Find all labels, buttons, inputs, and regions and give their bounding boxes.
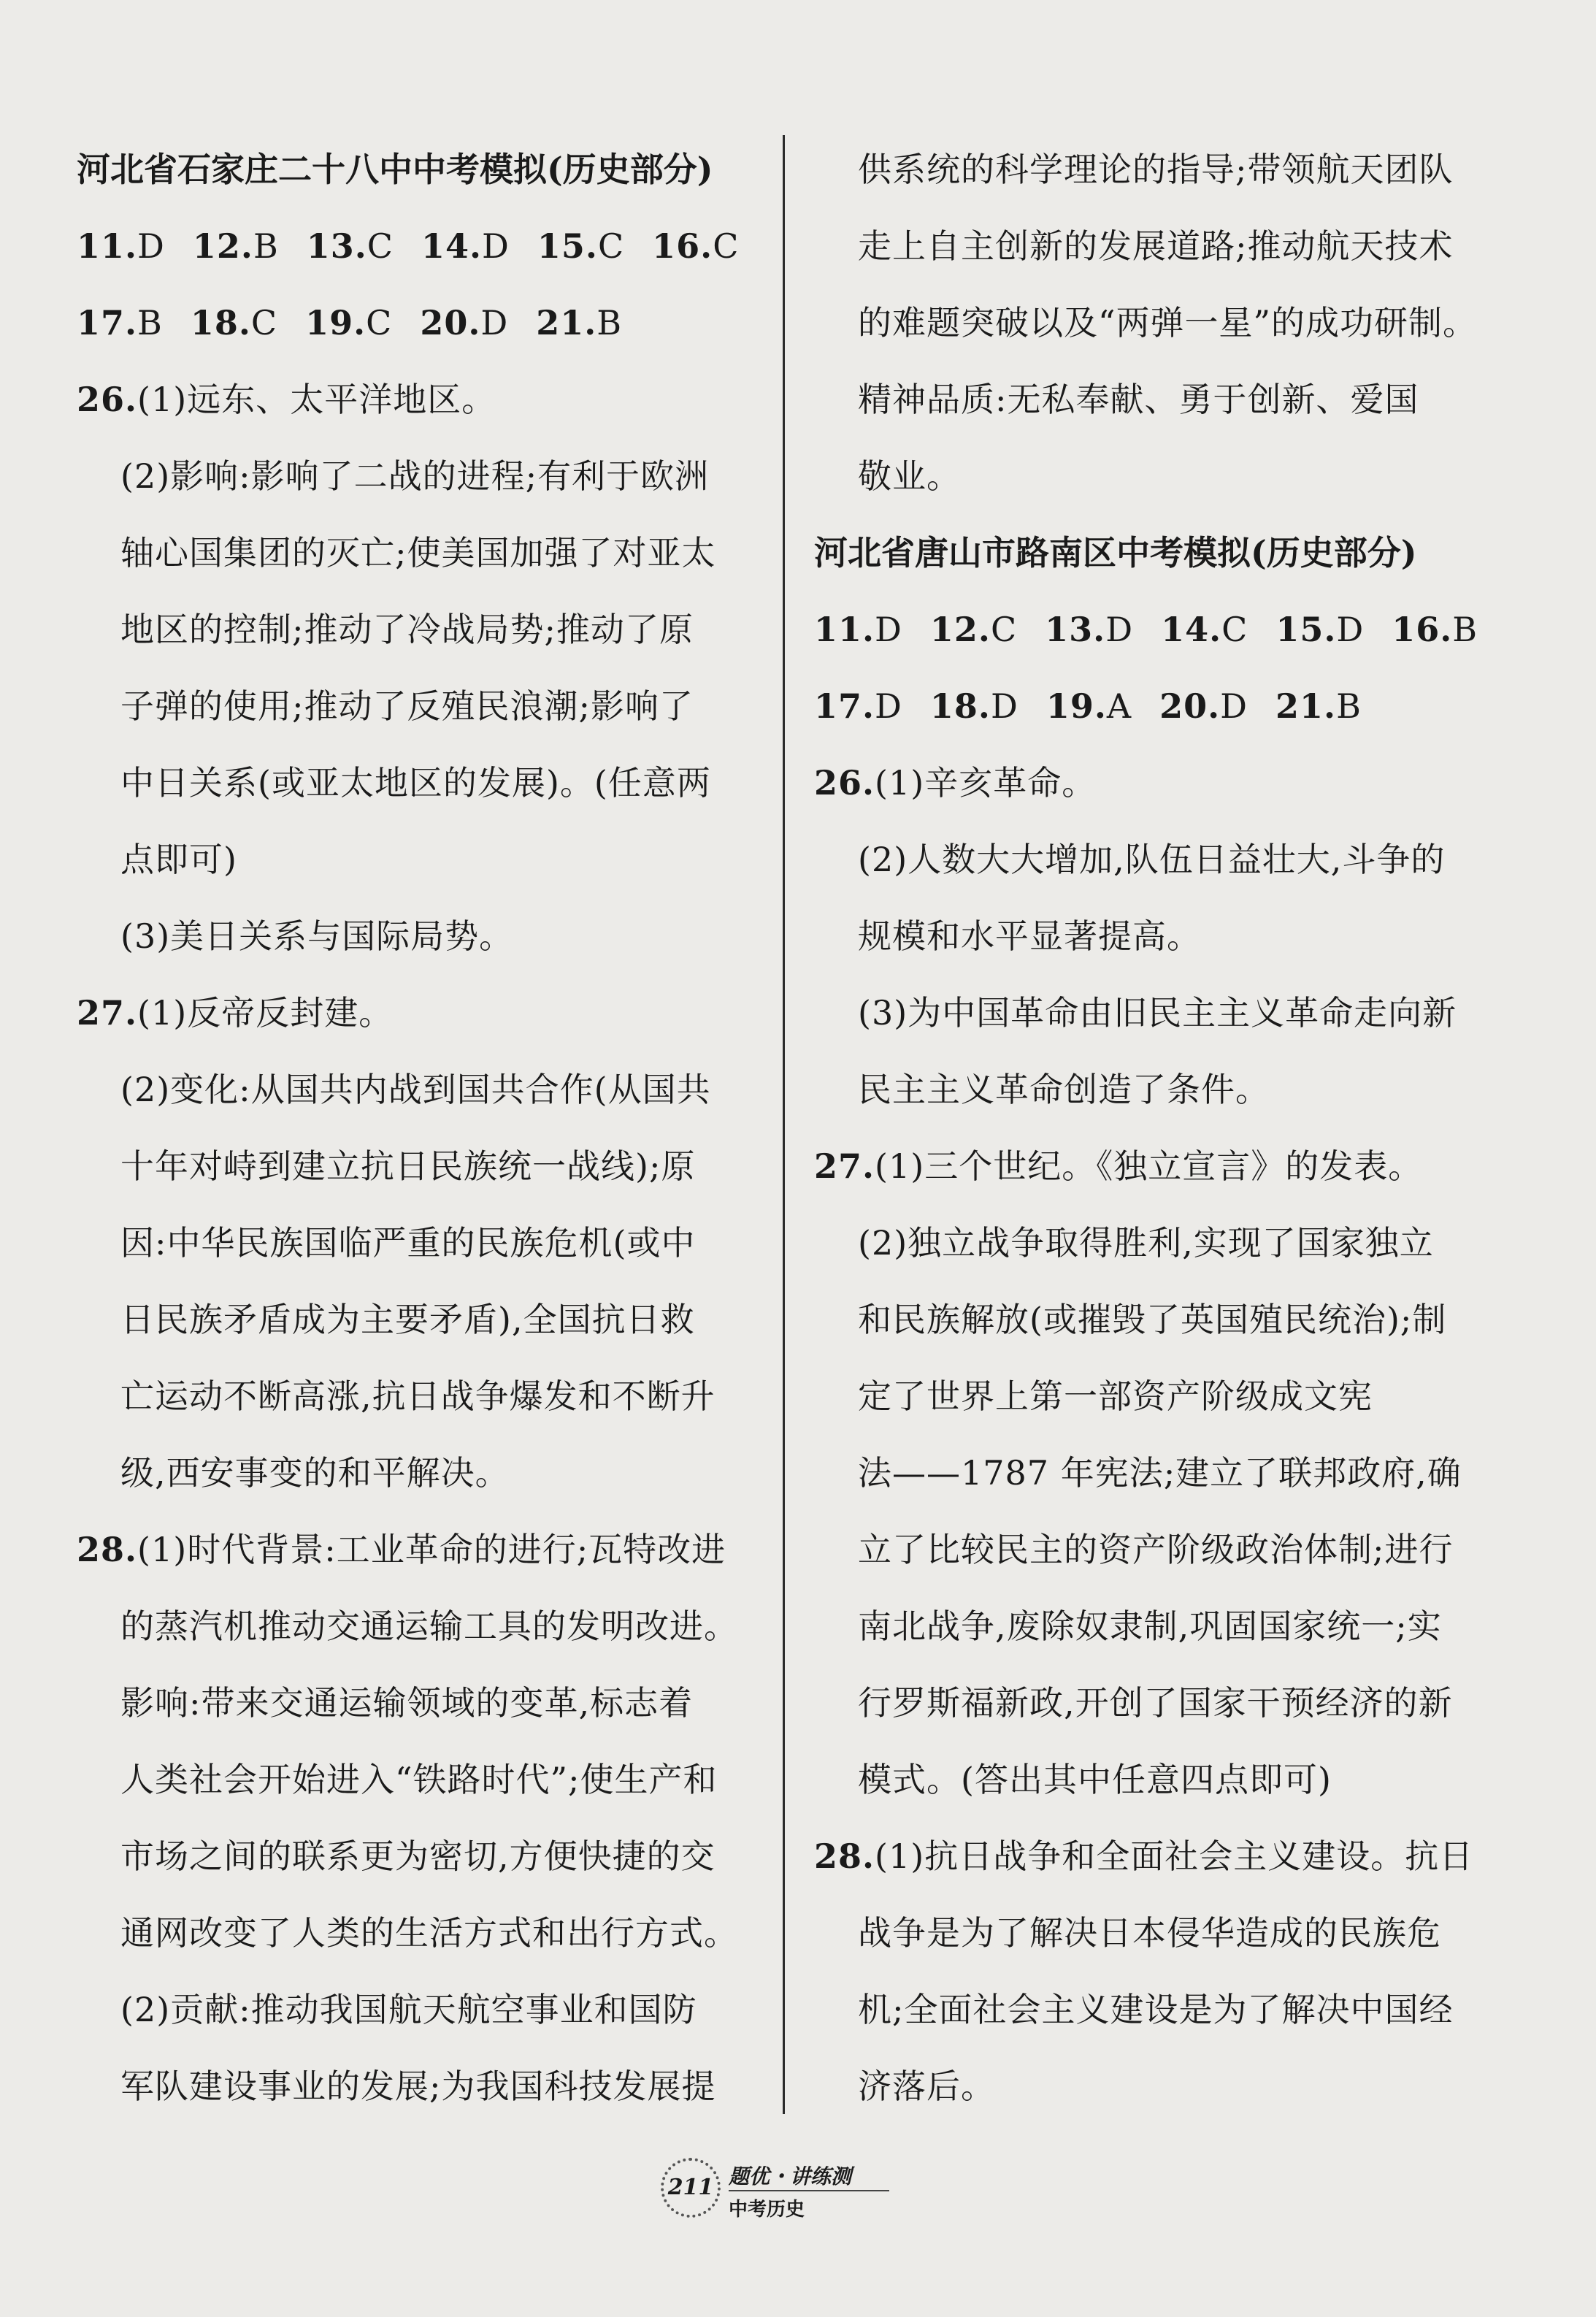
line-text: (2)贡献:推动我国航天航空事业和国防	[120, 1990, 697, 2029]
line-text: 精神品质:无私奉献、勇于创新、爱国	[858, 380, 1419, 419]
question-line	[77, 975, 756, 1052]
line-text: 级,西安事变的和平解决。	[120, 1453, 510, 1493]
line-text: 战争是为了解决日本侵华造成的民族危	[858, 1913, 1441, 1953]
answer-row	[814, 668, 1493, 745]
line-text: 通网改变了人类的生活方式和出行方式。	[120, 1913, 738, 1953]
answer-item	[77, 208, 165, 285]
question-number: 21.	[536, 303, 597, 342]
question-line	[814, 1818, 1493, 1895]
text-line	[77, 1435, 756, 1512]
text-line	[77, 1665, 756, 1742]
page-number: 211	[661, 2158, 721, 2218]
answer-item	[193, 208, 279, 285]
answer-letter: D	[137, 226, 165, 266]
line-text: 模式。(答出其中任意四点即可)	[858, 1760, 1332, 1799]
text-line	[77, 1282, 756, 1358]
answer-letter: D	[480, 303, 509, 342]
answer-item	[814, 668, 902, 745]
answer-item	[1275, 668, 1362, 745]
answer-letter: C	[1221, 610, 1248, 649]
answer-letter: B	[1336, 686, 1362, 726]
text-line	[77, 1972, 756, 2048]
text-line	[814, 1512, 1493, 1588]
line-text: (1)时代背景:工业革命的进行;瓦特改进	[137, 1530, 726, 1569]
line-text: 走上自主创新的发展道路;推动航天技术	[858, 226, 1454, 266]
text-line	[77, 1588, 756, 1665]
line-text: 行罗斯福新政,开创了国家干预经济的新	[858, 1683, 1453, 1723]
line-text: 中日关系(或亚太地区的发展)。(任意两	[120, 763, 711, 803]
text-line	[77, 745, 756, 822]
text-line	[814, 1358, 1493, 1435]
answer-letter: C	[250, 303, 278, 342]
line-text: 机;全面社会主义建设是为了解决中国经	[858, 1990, 1454, 2029]
text-line	[77, 1205, 756, 1282]
answer-item	[1275, 591, 1364, 668]
text-line	[814, 438, 1493, 515]
answer-letter: B	[253, 226, 279, 266]
answer-item	[1046, 668, 1132, 745]
line-text: 供系统的科学理论的指导;带领航天团队	[858, 150, 1454, 189]
answer-letter: D	[1220, 686, 1248, 726]
text-line	[77, 515, 756, 591]
question-number: 15.	[1275, 610, 1337, 649]
answer-item	[307, 208, 394, 285]
line-text: (2)人数大大增加,队伍日益壮大,斗争的	[858, 840, 1446, 879]
page-footer	[0, 2151, 1596, 2238]
answer-item	[1392, 591, 1478, 668]
line-text: (1)远东、太平洋地区。	[137, 380, 496, 419]
text-line	[77, 1742, 756, 1818]
question-number: 11.	[77, 226, 138, 266]
text-line	[814, 131, 1493, 208]
answer-row	[814, 591, 1493, 668]
question-number: 13.	[306, 226, 367, 266]
text-line	[77, 822, 756, 898]
answer-item	[1045, 591, 1133, 668]
answer-letter: B	[596, 303, 623, 342]
text-line	[814, 2048, 1493, 2125]
answer-item	[930, 668, 1018, 745]
text-line	[814, 822, 1493, 898]
answer-item	[191, 285, 277, 361]
question-number: 17.	[814, 686, 875, 726]
answer-item	[420, 285, 508, 361]
series-title: 题优・讲练测	[729, 2164, 852, 2188]
answer-item	[537, 208, 624, 285]
line-text: 点即可)	[120, 840, 237, 879]
question-number: 20.	[1159, 686, 1221, 726]
line-text: (1)抗日战争和全面社会主义建设。抗日	[875, 1837, 1474, 1876]
answer-letter: A	[1106, 686, 1132, 726]
answer-letter: C	[990, 610, 1018, 649]
line-text: (2)变化:从国共内战到国共合作(从国共	[120, 1070, 711, 1109]
text-line	[814, 1282, 1493, 1358]
text-line	[814, 361, 1493, 438]
section-heading: 河北省石家庄二十八中中考模拟(历史部分)	[77, 150, 713, 189]
line-text: 济落后。	[858, 2067, 995, 2106]
question-number: 11.	[814, 610, 875, 649]
footer-rule	[729, 2190, 889, 2191]
question-line	[77, 361, 756, 438]
question-number: 21.	[1275, 686, 1337, 726]
text-line	[814, 1052, 1493, 1128]
question-number: 12.	[929, 610, 991, 649]
answer-letter: C	[367, 226, 394, 266]
answer-item	[1159, 668, 1248, 745]
line-text: 亡运动不断高涨,抗日战争爆发和不断升	[120, 1376, 715, 1416]
question-number: 13.	[1045, 610, 1106, 649]
text-line	[814, 1742, 1493, 1818]
question-number: 20.	[420, 303, 481, 342]
text-line	[77, 591, 756, 668]
text-line	[814, 1895, 1493, 1972]
answer-letter: D	[1105, 610, 1134, 649]
question-number: 27.	[77, 993, 138, 1033]
answer-letter: C	[713, 226, 740, 266]
answer-item	[305, 285, 392, 361]
line-text: 的蒸汽机推动交通运输工具的发明改进。	[120, 1606, 738, 1646]
question-number: 18.	[929, 686, 991, 726]
answer-letter: D	[1336, 610, 1365, 649]
text-line	[814, 1972, 1493, 2048]
text-line	[814, 1588, 1493, 1665]
line-text: (3)为中国革命由旧民主主义革命走向新	[858, 993, 1457, 1033]
line-text: 地区的控制;推动了冷战局势;推动了原	[120, 610, 694, 649]
right-column	[814, 131, 1493, 2125]
answer-letter: D	[482, 226, 510, 266]
question-number: 27.	[814, 1146, 875, 1186]
question-number: 12.	[192, 226, 253, 266]
question-number: 26.	[814, 763, 875, 803]
question-number: 28.	[814, 1837, 875, 1876]
line-text: 法——1787 年宪法;建立了联邦政府,确	[858, 1453, 1462, 1493]
answer-row	[77, 208, 756, 285]
line-text: 民主主义革命创造了条件。	[858, 1070, 1270, 1109]
line-text: 的难题突破以及“两弹一星”的成功研制。	[858, 303, 1478, 342]
text-line	[814, 1435, 1493, 1512]
answer-item	[652, 208, 739, 285]
text-line	[77, 1818, 756, 1895]
text-line	[814, 1205, 1493, 1282]
line-text: (3)美日关系与国际局势。	[120, 916, 514, 956]
line-text: 敬业。	[858, 456, 961, 496]
line-text: (1)三个世纪。《独立宣言》的发表。	[875, 1146, 1423, 1186]
text-line	[77, 668, 756, 745]
line-text: 规模和水平显著提高。	[858, 916, 1201, 956]
text-line	[77, 1052, 756, 1128]
text-line	[814, 975, 1493, 1052]
answer-item	[536, 285, 622, 361]
answer-letter: B	[1452, 610, 1478, 649]
line-text: (1)辛亥革命。	[875, 763, 1097, 803]
answer-letter: B	[137, 303, 163, 342]
subject-label: 中考历史	[729, 2199, 805, 2221]
question-number: 14.	[421, 226, 483, 266]
question-number: 28.	[77, 1530, 138, 1569]
column-divider	[783, 135, 785, 2114]
answer-row	[77, 285, 756, 361]
text-line	[814, 1665, 1493, 1742]
answer-letter: C	[597, 226, 625, 266]
text-line	[77, 2048, 756, 2125]
line-text: 影响:带来交通运输领域的变革,标志着	[120, 1683, 694, 1723]
line-text: 市场之间的联系更为密切,方便快捷的交	[120, 1837, 715, 1876]
text-line	[77, 1358, 756, 1435]
question-number: 15.	[537, 226, 598, 266]
answer-item	[1161, 591, 1248, 668]
answer-letter: D	[875, 610, 902, 649]
question-number: 16.	[1392, 610, 1453, 649]
line-text: 十年对峙到建立抗日民族统一战线);原	[120, 1146, 696, 1186]
text-line	[77, 1895, 756, 1972]
answer-item	[814, 591, 902, 668]
answer-letter: D	[990, 686, 1018, 726]
section-heading: 河北省唐山市路南区中考模拟(历史部分)	[814, 533, 1417, 572]
line-text: 定了世界上第一部资产阶级成文宪	[858, 1376, 1373, 1416]
question-line	[814, 1128, 1493, 1205]
text-line	[814, 208, 1493, 285]
question-number: 14.	[1161, 610, 1222, 649]
answer-letter: C	[366, 303, 393, 342]
line-text: (2)独立战争取得胜利,实现了国家独立	[858, 1223, 1434, 1263]
line-text: 人类社会开始进入“铁路时代”;使生产和	[120, 1760, 718, 1799]
answer-item	[421, 208, 510, 285]
left-column	[77, 131, 756, 2125]
line-text: 南北战争,废除奴隶制,巩固国家统一;实	[858, 1606, 1442, 1646]
question-number: 19.	[1046, 686, 1107, 726]
line-text: 军队建设事业的发展;为我国科技发展提	[120, 2067, 716, 2106]
question-line	[814, 745, 1493, 822]
line-text: 日民族矛盾成为主要矛盾),全国抗日救	[120, 1300, 695, 1339]
answer-item	[77, 285, 163, 361]
question-number: 19.	[305, 303, 367, 342]
line-text: 因:中华民族国临严重的民族危机(或中	[120, 1223, 696, 1263]
line-text: 子弹的使用;推动了反殖民浪潮;影响了	[120, 686, 694, 726]
text-line	[77, 898, 756, 975]
line-text: (1)反帝反封建。	[137, 993, 394, 1033]
text-line	[814, 898, 1493, 975]
question-number: 18.	[190, 303, 251, 342]
answer-item	[930, 591, 1017, 668]
line-text: 轴心国集团的灭亡;使美国加强了对亚太	[120, 533, 716, 572]
text-line	[77, 1128, 756, 1205]
question-number: 26.	[77, 380, 138, 419]
question-number: 17.	[77, 303, 138, 342]
text-line	[77, 438, 756, 515]
line-text: 和民族解放(或摧毁了英国殖民统治);制	[858, 1300, 1447, 1339]
question-line	[77, 1512, 756, 1588]
text-line	[814, 285, 1493, 361]
line-text: (2)影响:影响了二战的进程;有利于欧洲	[120, 456, 710, 496]
question-number: 16.	[652, 226, 713, 266]
line-text: 立了比较民主的资产阶级政治体制;进行	[858, 1530, 1454, 1569]
answer-letter: D	[875, 686, 902, 726]
